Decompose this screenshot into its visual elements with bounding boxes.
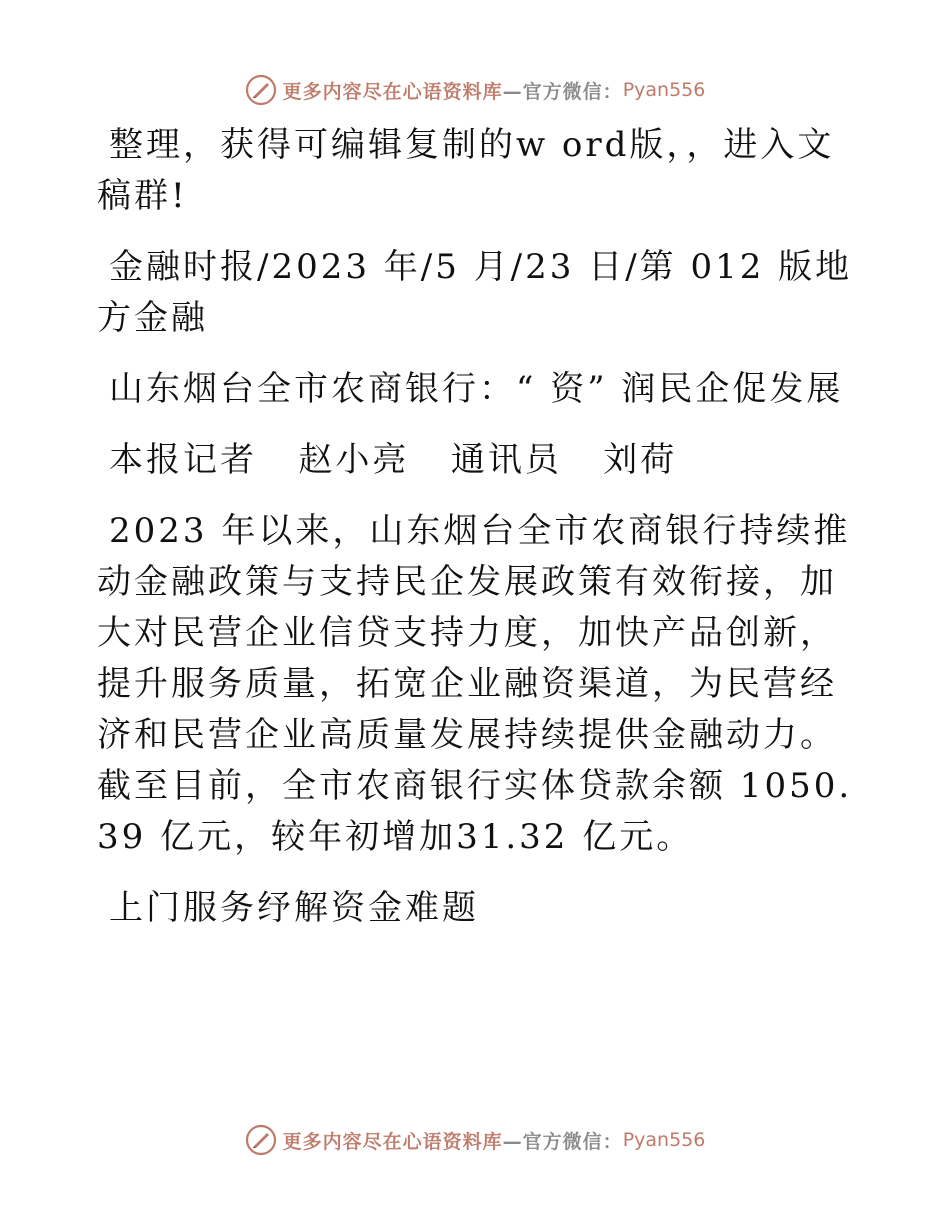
article-headline: 山东烟台全市农商银行：“ 资” 润民企促发展	[109, 369, 844, 409]
watermark-main-text: 更多内容尽在心语资料库	[282, 1130, 503, 1153]
source-line: 金融时报/2023 年/5 月/23 日/第 012 版地方金融	[97, 247, 853, 338]
watermark-banner-bottom	[0, 1122, 950, 1158]
section-subheading: 上门服务纾解资金难题	[109, 888, 479, 928]
watermark-wechat-id: Pyan556	[622, 1129, 706, 1151]
body-paragraph: 2023 年以来，山东烟台全市农商银行持续推动金融政策与支持民企发展政策有效衔接，加大对民营企业信贷支持力度，加快产品创新，提升服务质量，拓宽企业融资渠道，为民营经济和民营企业高质量发展持续提供金融动力。截至目前，全市农商银行实体贷款余额 1050.39 亿元，较年初增加31.32 亿元。	[97, 511, 853, 857]
article-content	[97, 120, 857, 954]
quill-logo-icon	[245, 74, 277, 106]
watermark-wechat-id: Pyan556	[622, 79, 706, 101]
byline: 本报记者 赵小亮 通讯员 刘荷	[109, 440, 678, 480]
watermark-banner-top	[0, 72, 950, 108]
intro-paragraph: 整理，获得可编辑复制的w ord版，，进入文稿群!	[97, 125, 835, 216]
watermark-separator-text: —官方微信：	[502, 1130, 623, 1153]
watermark-separator-text: —官方微信：	[502, 80, 623, 103]
quill-logo-icon	[245, 1124, 277, 1156]
watermark-main-text: 更多内容尽在心语资料库	[282, 80, 503, 103]
